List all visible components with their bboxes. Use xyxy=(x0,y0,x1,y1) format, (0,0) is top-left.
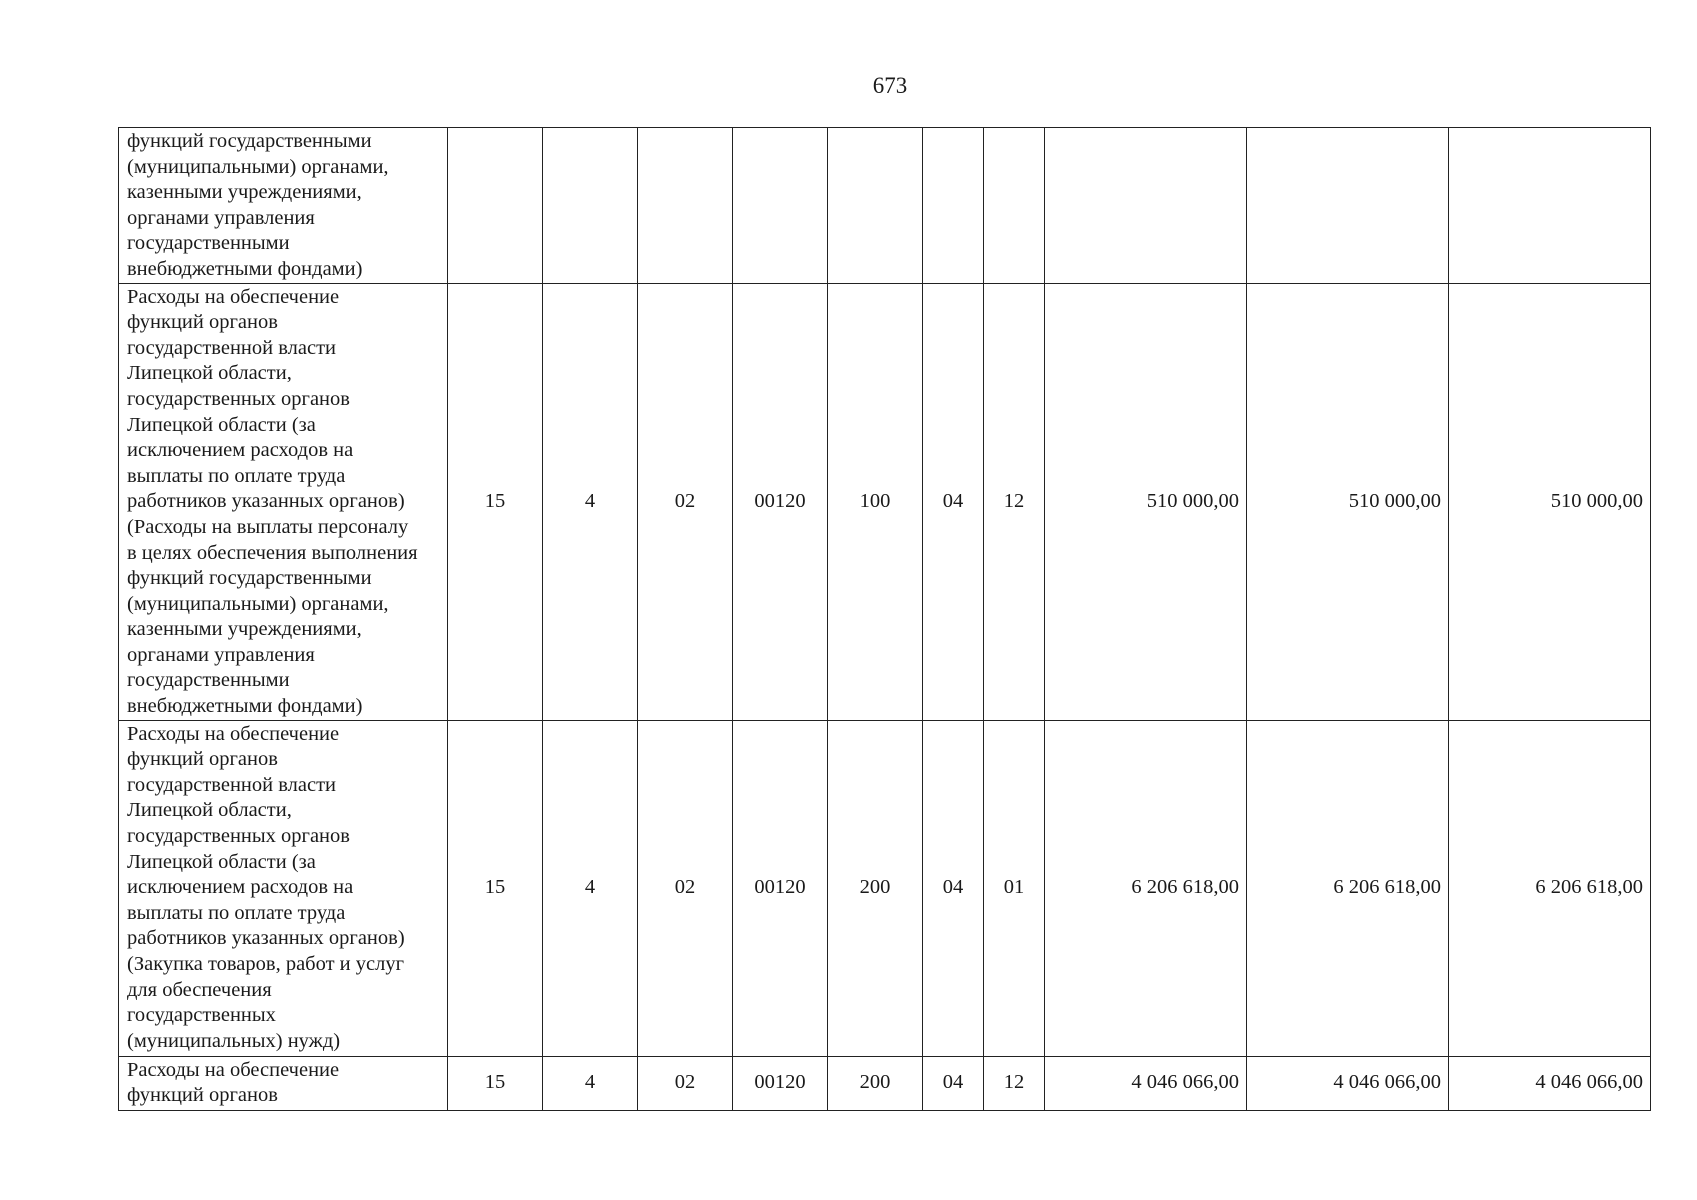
program-code: 4 xyxy=(543,1056,638,1110)
description-line: Расходы на обеспечение xyxy=(127,285,340,308)
expense-type-code: 100 xyxy=(828,283,923,720)
expense-type-code: 200 xyxy=(828,1056,923,1110)
description-line: государственных xyxy=(127,1004,276,1027)
description-line: Расходы на обеспечение xyxy=(127,722,340,745)
section-code: 04 xyxy=(923,720,984,1056)
program-code: 4 xyxy=(543,283,638,720)
description-line: функций органов xyxy=(127,311,278,334)
description-line: функций государственными xyxy=(127,130,372,152)
subprogram-code: 02 xyxy=(638,283,733,720)
subprogram-code xyxy=(638,128,733,284)
table-row xyxy=(119,720,1651,1056)
table-row xyxy=(119,1056,1651,1110)
table-row xyxy=(119,128,1651,284)
description-line: казенными учреждениями, xyxy=(127,181,362,204)
section-code xyxy=(923,128,984,284)
description-line: Липецкой области, xyxy=(127,799,292,822)
amount-year-1: 4 046 066,00 xyxy=(1045,1056,1247,1110)
amount-year-1: 510 000,00 xyxy=(1045,283,1247,720)
grbs-code: 15 xyxy=(448,1056,543,1110)
description-line: органами управления xyxy=(127,206,315,229)
table-body xyxy=(119,128,1651,1111)
program-code: 4 xyxy=(543,720,638,1056)
description-line: функций органов xyxy=(127,1084,278,1107)
amount-year-3: 510 000,00 xyxy=(1449,283,1651,720)
amount-year-2 xyxy=(1247,128,1449,284)
table-row xyxy=(119,283,1651,720)
direction-code xyxy=(733,128,828,284)
grbs-code xyxy=(448,128,543,284)
section-code: 04 xyxy=(923,1056,984,1110)
description-line: государственной власти xyxy=(127,773,336,796)
grbs-code: 15 xyxy=(448,720,543,1056)
expense-description xyxy=(119,1056,448,1110)
description-line: казенными учреждениями, xyxy=(127,618,362,641)
description-line: исключением расходов на xyxy=(127,439,354,462)
description-line: (Закупка товаров, работ и услуг xyxy=(127,953,405,975)
description-line: исключением расходов на xyxy=(127,876,354,899)
description-line: (муниципальных) нужд) xyxy=(127,1029,341,1052)
subsection-code xyxy=(984,128,1045,284)
description-line: функций органов xyxy=(127,748,278,771)
expense-type-code xyxy=(828,128,923,284)
amount-year-2: 510 000,00 xyxy=(1247,283,1449,720)
description-line: (Расходы на выплаты персоналу xyxy=(127,515,409,538)
description-line: государственными xyxy=(127,669,290,692)
description-line: Расходы на обеспечение xyxy=(127,1058,340,1081)
description-line: государственными xyxy=(127,232,290,255)
budget-table xyxy=(118,127,1651,1111)
description-line: внебюджетными фондами) xyxy=(127,257,363,280)
description-line: Липецкой области (за xyxy=(127,413,316,436)
expense-description xyxy=(119,720,448,1056)
page-number: 673 xyxy=(872,73,908,98)
amount-year-2: 6 206 618,00 xyxy=(1247,720,1449,1056)
description-line: (муниципальными) органами, xyxy=(127,155,389,178)
amount-year-1: 6 206 618,00 xyxy=(1045,720,1247,1056)
subprogram-code: 02 xyxy=(638,720,733,1056)
expense-description xyxy=(119,128,448,284)
amount-year-2: 4 046 066,00 xyxy=(1247,1056,1449,1110)
section-code: 04 xyxy=(923,283,984,720)
subprogram-code: 02 xyxy=(638,1056,733,1110)
amount-year-1 xyxy=(1045,128,1247,284)
description-line: органами управления xyxy=(127,643,315,666)
description-line: государственных органов xyxy=(127,825,350,848)
description-line: работников указанных органов) xyxy=(127,490,405,513)
expense-description xyxy=(119,283,448,720)
description-line: работников указанных органов) xyxy=(127,927,405,950)
direction-code: 00120 xyxy=(733,720,828,1056)
expense-type-code: 200 xyxy=(828,720,923,1056)
description-line: государственной власти xyxy=(127,336,336,359)
direction-code: 00120 xyxy=(733,1056,828,1110)
description-line: выплаты по оплате труда xyxy=(127,901,346,924)
description-line: для обеспечения xyxy=(127,978,272,1001)
program-code xyxy=(543,128,638,284)
subsection-code: 01 xyxy=(984,720,1045,1056)
description-line: (муниципальными) органами, xyxy=(127,592,389,615)
description-line: выплаты по оплате труда xyxy=(127,464,346,487)
description-line: внебюджетными фондами) xyxy=(127,695,363,718)
description-line: государственных органов xyxy=(127,387,350,410)
subsection-code: 12 xyxy=(984,283,1045,720)
description-line: в целях обеспечения выполнения xyxy=(127,541,418,564)
direction-code: 00120 xyxy=(733,283,828,720)
description-line: функций государственными xyxy=(127,567,372,590)
grbs-code: 15 xyxy=(448,283,543,720)
amount-year-3: 4 046 066,00 xyxy=(1449,1056,1651,1110)
description-line: Липецкой области, xyxy=(127,362,292,385)
amount-year-3: 6 206 618,00 xyxy=(1449,720,1651,1056)
description-line: Липецкой области (за xyxy=(127,850,316,873)
subsection-code: 12 xyxy=(984,1056,1045,1110)
amount-year-3 xyxy=(1449,128,1651,284)
